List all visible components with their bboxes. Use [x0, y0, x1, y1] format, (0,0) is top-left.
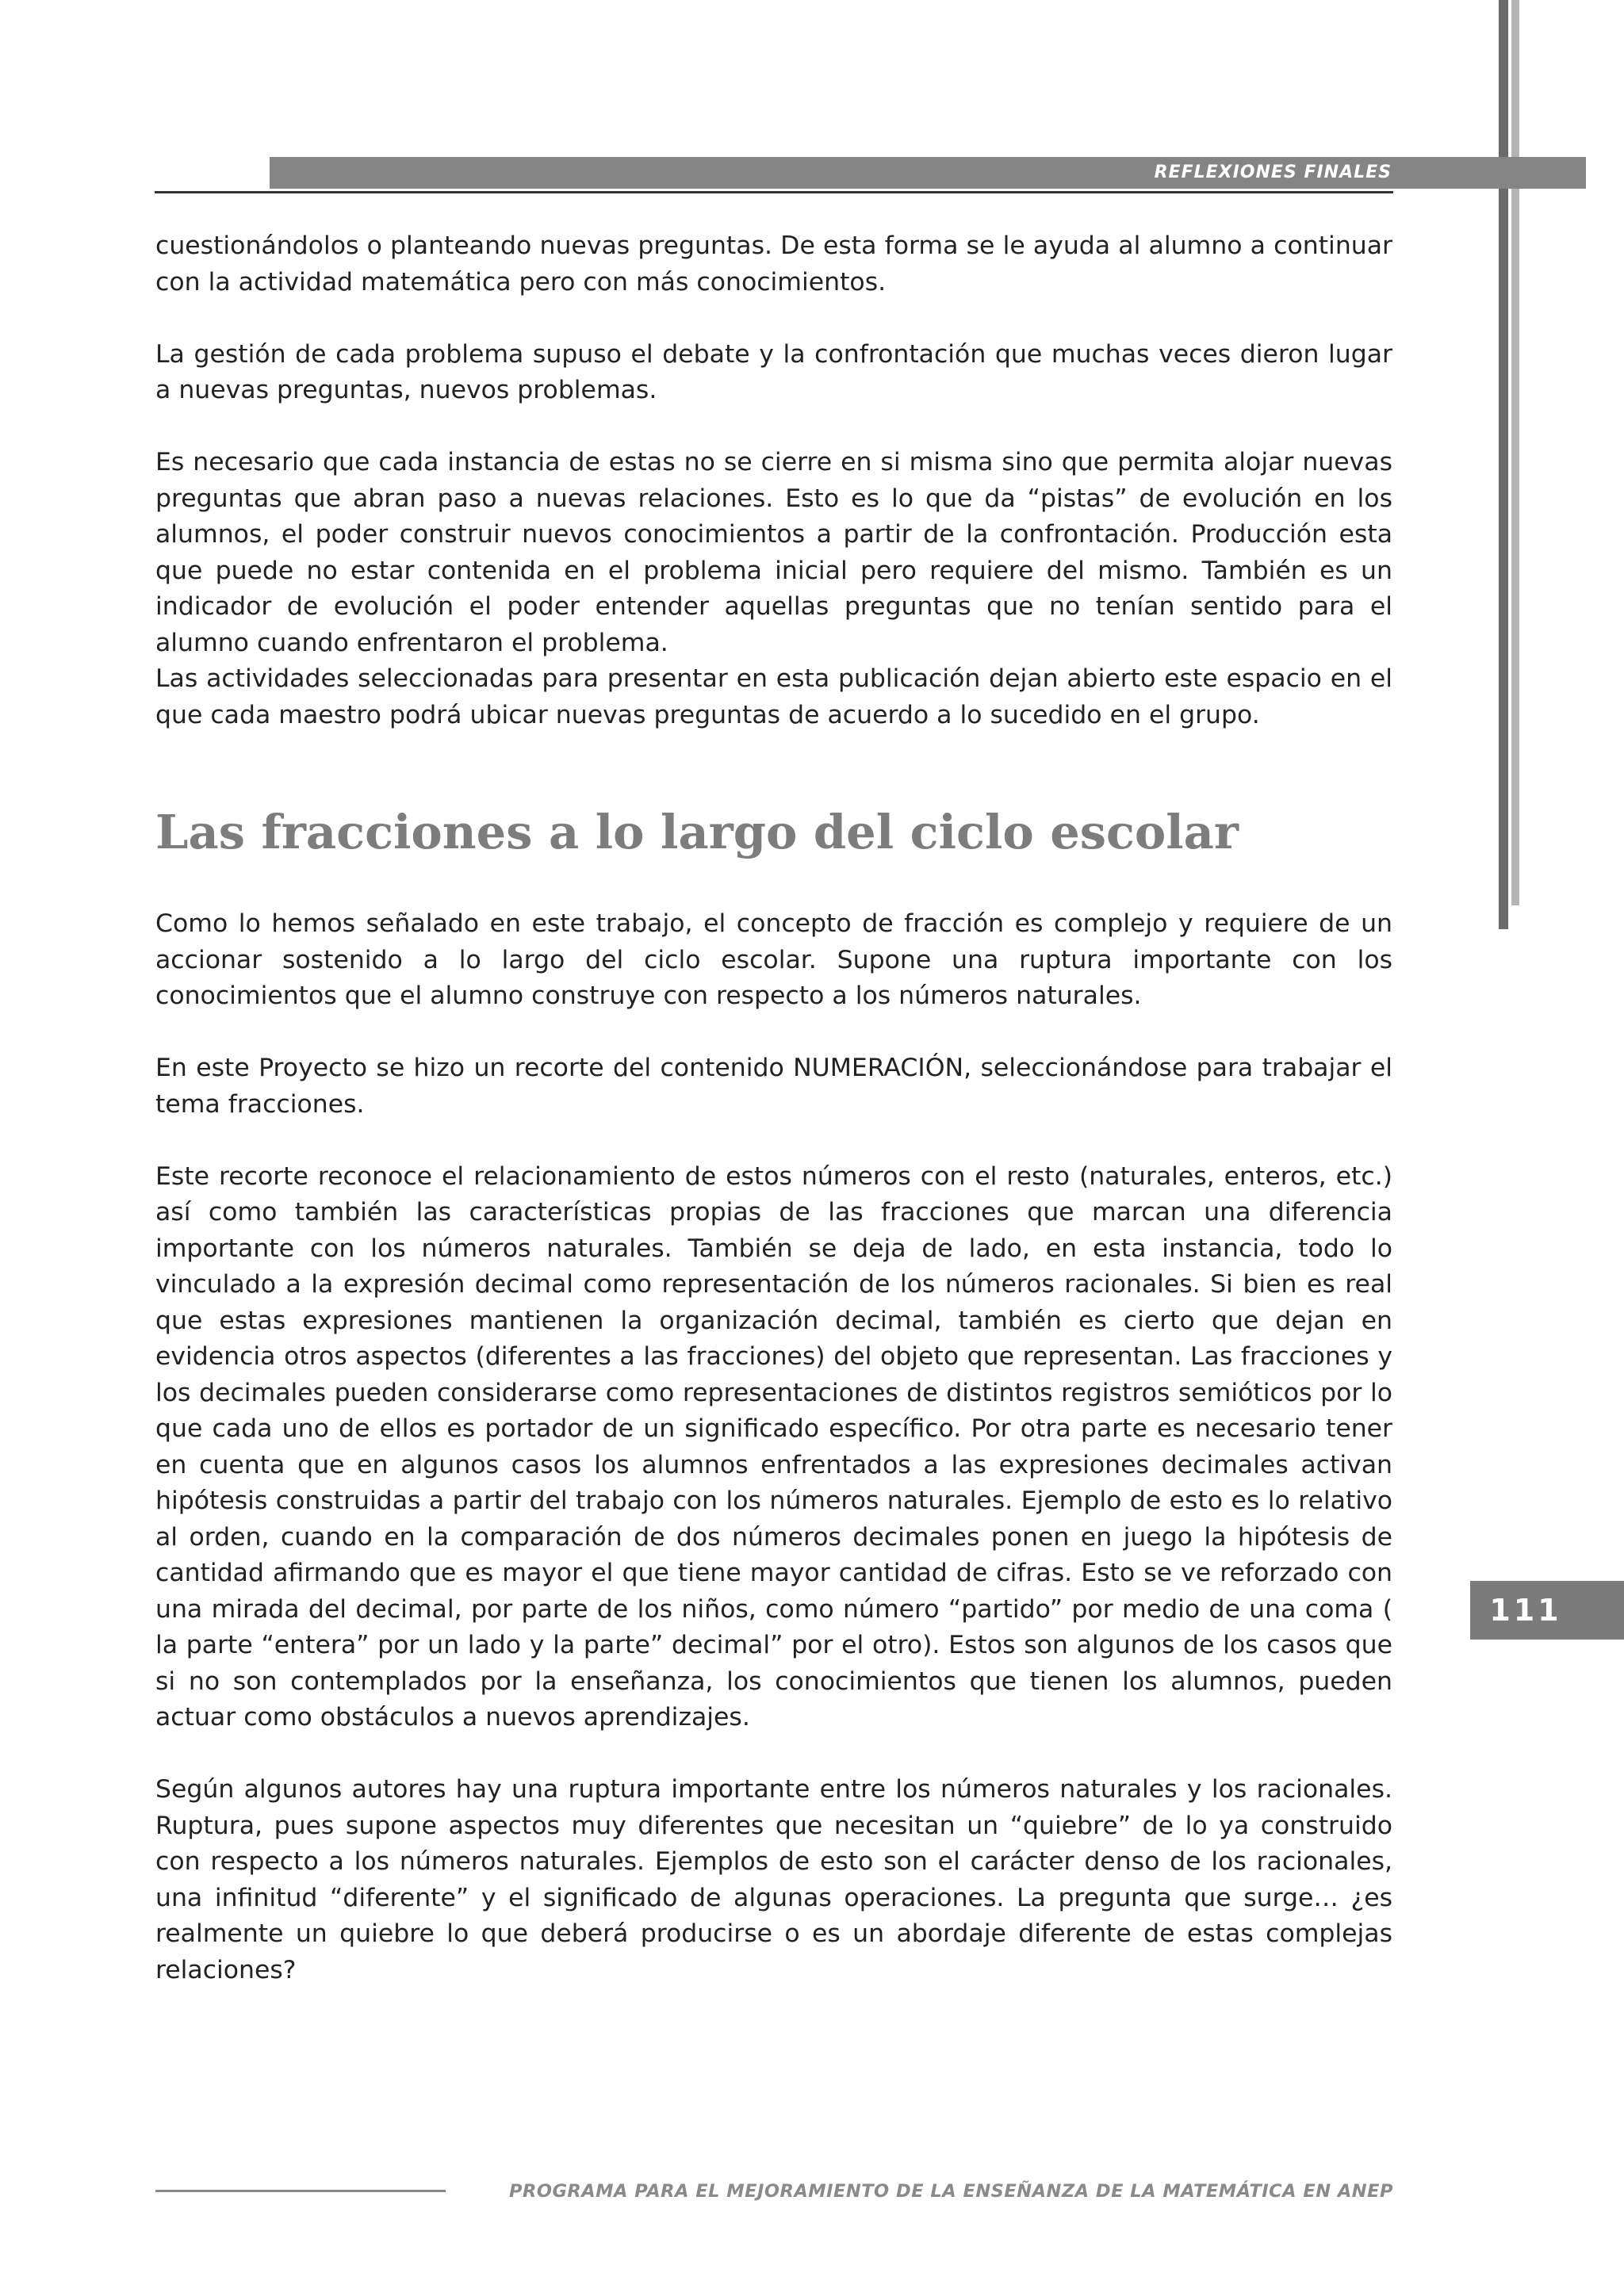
- decorative-vertical-bar-light: [1511, 0, 1519, 905]
- page-number: 111: [1489, 1593, 1562, 1628]
- section-text-block: [155, 906, 1392, 1988]
- running-header-label: REFLEXIONES FINALES: [1154, 163, 1392, 182]
- header-rule: [155, 191, 1393, 193]
- footer-rule: [155, 2190, 446, 2192]
- paragraph: La gestión de cada problema supuso el debate y la confrontación que muchas veces dieron lugar a nuevas preguntas, nuevos problemas.: [155, 339, 1392, 404]
- paragraph: Este recorte reconoce el relacionamiento de estos números con el resto (naturales, enteros, etc.) así como también las características propias de las fracciones que marcan una diferencia importante con los números naturales. También se deja de lado, en esta instancia, todo lo vinculado a la expresión decimal como representación de los números racionales. Si bien es real que estas expresiones mantienen la organización decimal, también es cierto que dejan en evidencia otros aspectos (diferentes a las fracciones) del objeto que representan. Las fracciones y los decimales pueden considerarse como representaciones de distintos registros semióticos por lo que cada uno de ellos es portador de un significado específico. Por otra parte es necesario tener en cuenta que en algunos casos los alumnos enfrentados a las expresiones decimales activan hipótesis construidas a partir del trabajo con los números naturales. Ejemplo de esto es lo relativo al orden, cuando en la comparación de dos números decimales ponen en juego la hipótesis de cantidad afirmando que es mayor el que tiene mayor cantidad de cifras. Esto se ve reforzado con una mirada del decimal, por parte de los niños, como número “partido” por medio de una coma ( la parte “entera” por un lado y la parte” decimal” por el otro). Estos son algunos de los casos que si no son contemplados por la enseñanza, los conocimientos que tienen los alumnos, pueden actuar como obstáculos a nuevos aprendizajes.: [155, 1161, 1392, 1732]
- paragraph: En este Proyecto se hizo un recorte del contenido NUMERACIÓN, seleccionándose para trabajar el tema fracciones.: [155, 1054, 1392, 1119]
- footer-text: PROGRAMA PARA EL MEJORAMIENTO DE LA ENSEÑANZA DE LA MATEMÁTICA EN ANEP: [509, 2181, 1393, 2202]
- section-heading: Las fracciones a lo largo del ciclo escolar: [155, 805, 1239, 859]
- paragraph: Según algunos autores hay una ruptura importante entre los números naturales y los racionales. Ruptura, pues supone aspectos muy diferentes que necesitan un “quiebre” de lo ya construido con respecto a los números naturales. Ejemplos de esto son el carácter denso de los racionales, una infinitud “diferente” y el significado de algunas operaciones. La pregunta que surge… ¿es realmente un quiebre lo que deberá producirse o es un abordaje diferente de estas complejas relaciones?: [155, 1775, 1392, 1984]
- paragraph: Como lo hemos señalado en este trabajo, el concepto de fracción es complejo y requiere de un accionar sostenido a lo largo del ciclo escolar. Supone una ruptura importante con los conocimientos que el alumno construye con respecto a los números naturales.: [155, 909, 1392, 1010]
- decorative-vertical-bar-dark: [1499, 0, 1508, 929]
- top-text-block: [155, 228, 1392, 733]
- paragraph: Las actividades seleccionadas para presentar en esta publicación dejan abierto este espacio en el que cada maestro podrá ubicar nuevas preguntas de acuerdo a lo sucedido en el grupo.: [155, 664, 1392, 729]
- paragraph: Es necesario que cada instancia de estas no se cierre en si misma sino que permita alojar nuevas preguntas que abran paso a nuevas relaciones. Esto es lo que da “pistas” de evolución en los alumnos, el poder construir nuevos conocimientos a partir de la confrontación. Producción esta que puede no estar contenida en el problema inicial pero requiere del mismo. También es un indicador de evolución el poder entender aquellas preguntas que no tenían sentido para el alumno cuando enfrentaron el problema.: [155, 448, 1392, 657]
- paragraph: cuestionándolos o planteando nuevas preguntas. De esta forma se le ayuda al alumno a continuar con la actividad matemática pero con más conocimientos.: [155, 232, 1392, 297]
